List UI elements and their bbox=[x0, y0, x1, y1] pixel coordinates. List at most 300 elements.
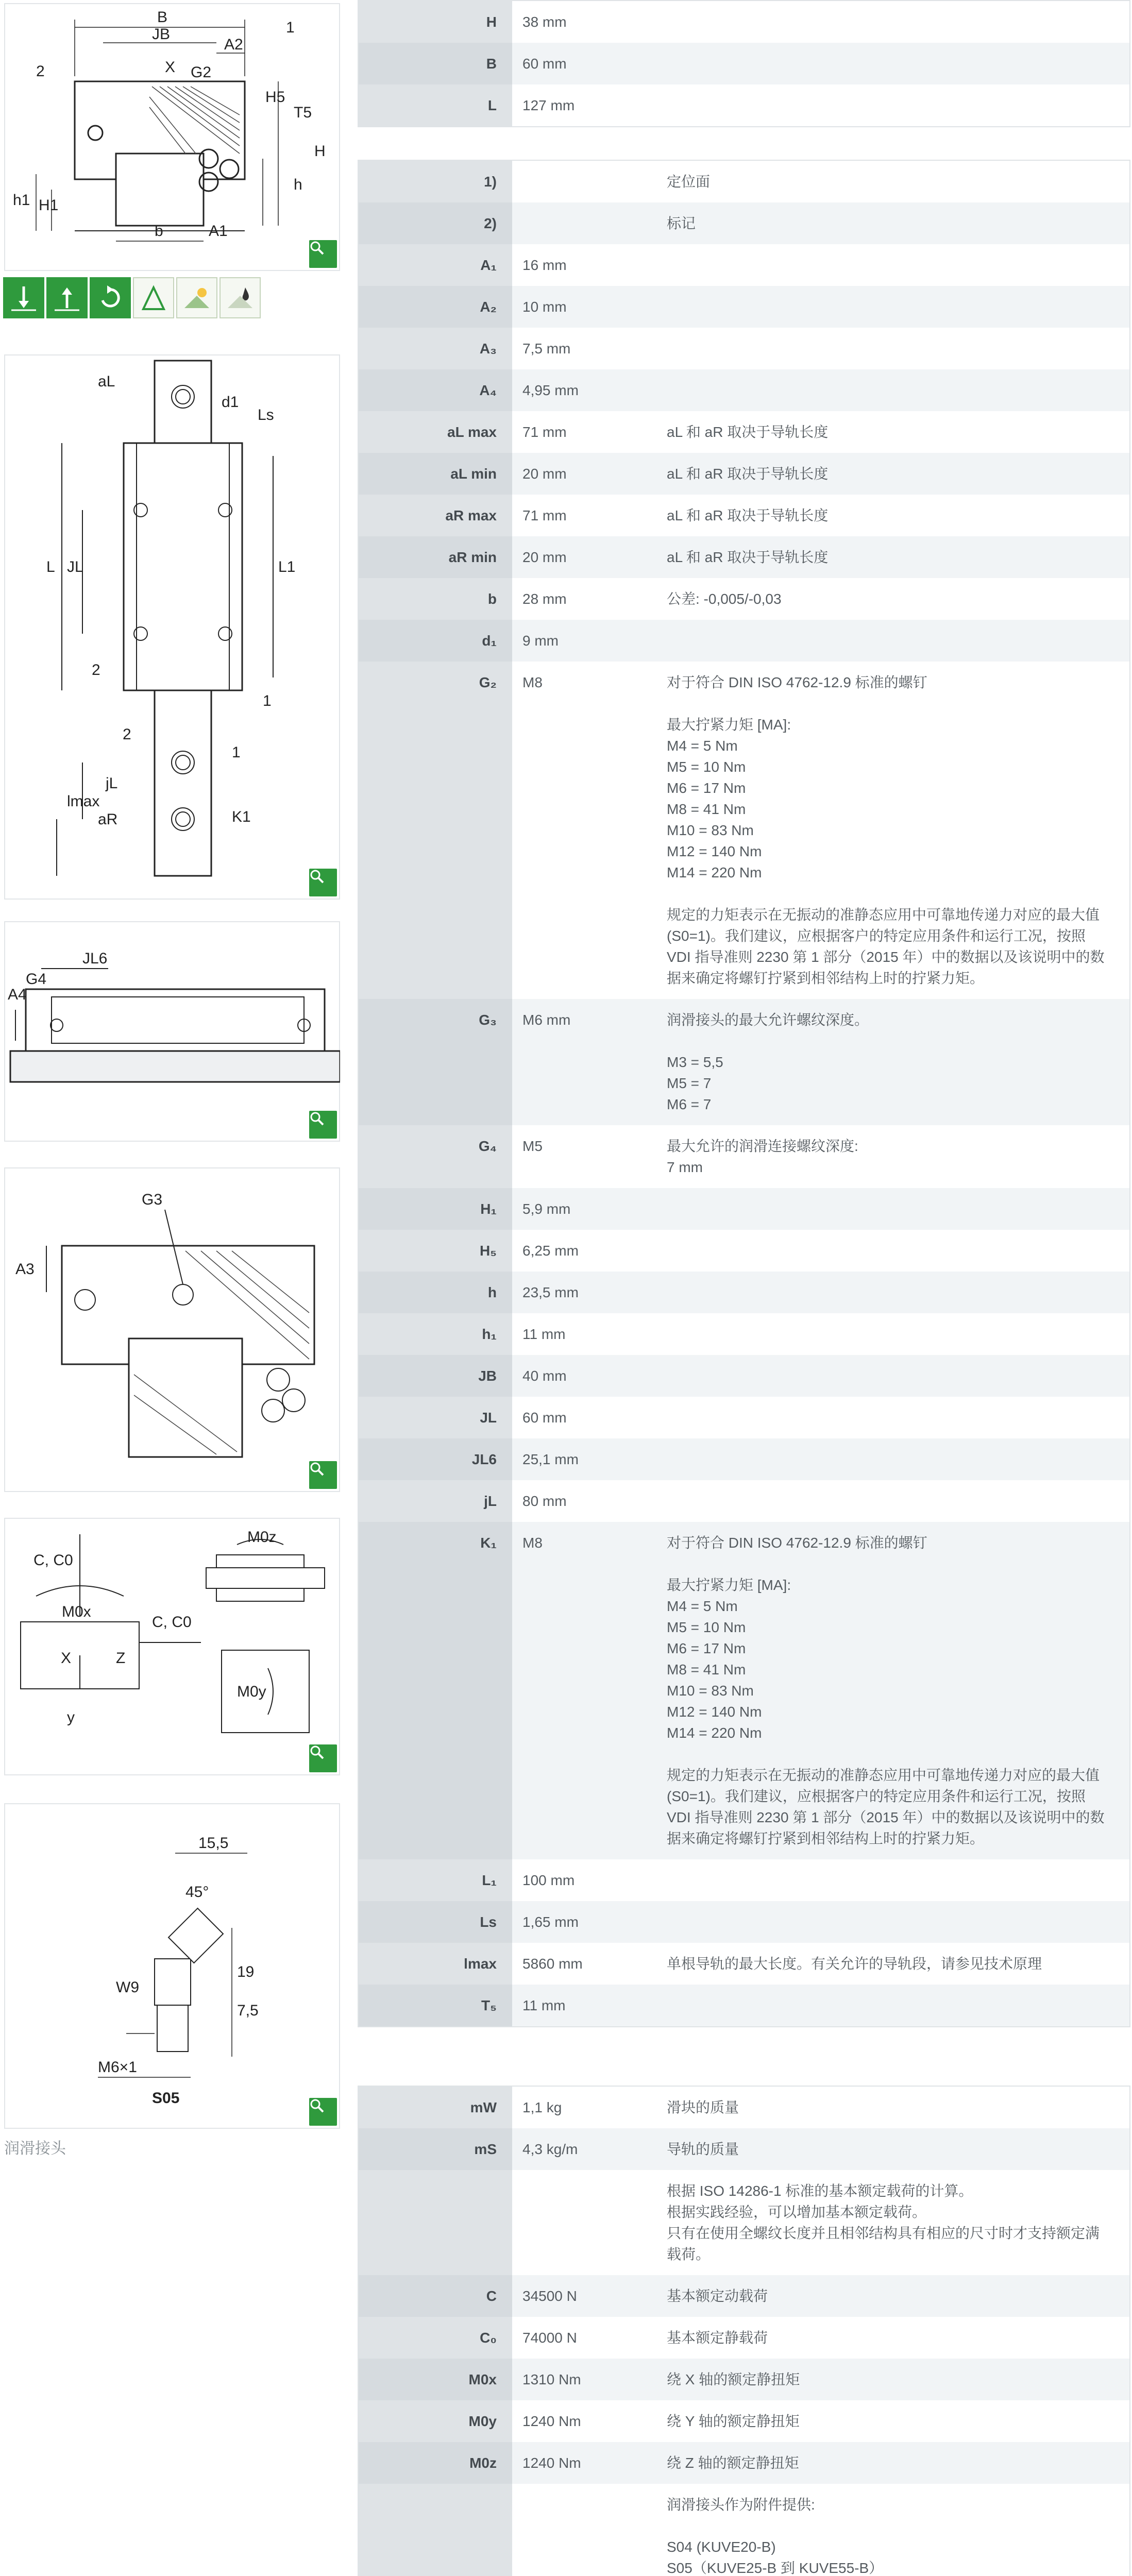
row-description bbox=[667, 1480, 1129, 1522]
dim-H1: H1 bbox=[39, 197, 59, 214]
row-value: 4,95 mm bbox=[512, 369, 667, 411]
dim-lmax: lmax bbox=[67, 793, 100, 810]
row-description bbox=[667, 1125, 1129, 1188]
description-line bbox=[667, 1553, 1119, 1574]
table-row bbox=[359, 999, 1129, 1125]
row-label: G₃ bbox=[359, 999, 512, 1125]
drawing-grease-nipple bbox=[4, 1803, 340, 2129]
description-line bbox=[667, 1743, 1119, 1765]
description-line: (S0=1)。我们建议，应根据客户的特定应用条件和运行工况，按照 bbox=[667, 928, 1086, 944]
row-description bbox=[667, 1188, 1129, 1230]
row-description bbox=[667, 411, 1129, 453]
dim-A4: A4 bbox=[8, 986, 27, 1003]
description-line bbox=[667, 693, 1119, 714]
description-line: M8 = 41 Nm bbox=[667, 1662, 746, 1677]
description-line: VDI 指导准则 2230 第 1 部分（2015 年）中的数据以及该说明中的数 bbox=[667, 1809, 1105, 1825]
dim-B: B bbox=[157, 9, 168, 26]
row-value: 10 mm bbox=[512, 286, 667, 328]
callout-1: 1 bbox=[286, 19, 295, 36]
rotate-icon bbox=[90, 277, 131, 318]
description-line: 最大拧紧力矩 [MA]: bbox=[667, 717, 791, 733]
row-description bbox=[667, 328, 1129, 369]
description-line: M10 = 83 Nm bbox=[667, 822, 754, 838]
description-line bbox=[667, 2515, 1119, 2536]
row-label: h₁ bbox=[482, 1326, 497, 1342]
up-force-icon bbox=[46, 277, 88, 318]
row-value: 71 mm bbox=[522, 507, 567, 523]
row-value: 1,65 mm bbox=[512, 1901, 667, 1943]
row-value: 60 mm bbox=[512, 43, 667, 84]
dim-b: b bbox=[155, 223, 163, 240]
magnifier-icon bbox=[309, 1744, 325, 1760]
description-line: 单根导轨的最大长度。有关允许的导轨段，请参见技术原理 bbox=[667, 1956, 1042, 1972]
description-line: 对于符合 DIN ISO 4762-12.9 标准的螺钉 bbox=[667, 674, 927, 690]
row-description bbox=[667, 1230, 1129, 1272]
dim-45-deg: 45° bbox=[185, 1884, 209, 1901]
row-description bbox=[667, 1859, 1129, 1901]
zoom-button[interactable] bbox=[309, 1744, 337, 1772]
description-line: M5 = 7 bbox=[667, 1075, 712, 1091]
row-value: 34500 N bbox=[512, 2275, 667, 2317]
row-label: aR max bbox=[445, 507, 497, 523]
description-line: 7 mm bbox=[667, 1159, 703, 1175]
moment-M0z: M0z bbox=[247, 1529, 277, 1546]
description-line: S05（KUVE25-B 到 KUVE55-B） bbox=[667, 2560, 884, 2576]
description-line: (S0=1)。我们建议，应根据客户的特定应用条件和运行工况，按照 bbox=[667, 1788, 1086, 1804]
row-value: 40 mm bbox=[512, 1355, 667, 1397]
oil-icon bbox=[219, 277, 261, 318]
row-description bbox=[667, 2484, 1129, 2576]
description-line: aL 和 aR 取决于导轨长度 bbox=[667, 507, 829, 523]
row-label: L bbox=[487, 97, 497, 113]
description-line: 绕 Y 轴的额定静扭矩 bbox=[667, 2413, 800, 2429]
detail-dimensions-table bbox=[358, 160, 1130, 2027]
table-row bbox=[359, 536, 1129, 578]
side-view-svg bbox=[5, 922, 340, 1142]
row-value: 5,9 mm bbox=[512, 1188, 667, 1230]
cross-section-svg bbox=[5, 4, 340, 271]
drawing-side-view bbox=[4, 921, 340, 1142]
table-row bbox=[359, 1, 1129, 43]
dim-JL: JL bbox=[67, 558, 83, 575]
dim-aL: aL bbox=[98, 373, 115, 390]
load-C-vertical: C, C0 bbox=[33, 1552, 73, 1569]
description-line bbox=[667, 883, 1119, 904]
row-description bbox=[667, 495, 1129, 536]
row-label: A₁ bbox=[480, 257, 497, 273]
table-row bbox=[359, 662, 1129, 999]
description-line: 载荷。 bbox=[667, 2246, 711, 2262]
row-value: 9 mm bbox=[512, 620, 667, 662]
row-label: JB bbox=[359, 1355, 512, 1397]
callout-2: 2 bbox=[36, 63, 45, 80]
row-value: 1240 Nm bbox=[512, 2442, 667, 2484]
description-line: 绕 X 轴的额定静扭矩 bbox=[667, 2371, 800, 2387]
description-line: 规定的力矩表示在无振动的准静态应用中可靠地传递力对应的最大值 bbox=[667, 907, 1100, 923]
dim-K1: K1 bbox=[232, 808, 251, 825]
dim-H: H bbox=[314, 143, 326, 160]
table-row bbox=[359, 1522, 1129, 1859]
table-row bbox=[359, 2400, 1129, 2442]
zoom-button[interactable] bbox=[309, 869, 337, 896]
row-label: mW bbox=[470, 2099, 497, 2115]
dim-h: h bbox=[294, 176, 302, 193]
table-row bbox=[359, 2275, 1129, 2317]
dim-T5: T5 bbox=[294, 104, 312, 121]
row-description bbox=[667, 620, 1129, 662]
row-label: M0y bbox=[468, 2413, 497, 2429]
row-value: 1240 Nm bbox=[522, 2413, 581, 2429]
table-row bbox=[359, 1125, 1129, 1188]
row-label: T₅ bbox=[359, 1985, 512, 2026]
description-line: 导轨的质量 bbox=[667, 2141, 739, 2157]
description-line: 基本额定动载荷 bbox=[667, 2288, 768, 2304]
lubrication-section-svg bbox=[5, 1168, 340, 1492]
description-line: 滑块的质量 bbox=[667, 2099, 739, 2115]
description-line: S04 (KUVE20-B) bbox=[667, 2539, 776, 2555]
zoom-button[interactable] bbox=[309, 2098, 337, 2126]
row-value: 38 mm bbox=[522, 14, 567, 30]
row-label: JL bbox=[480, 1410, 497, 1426]
magnifier-icon bbox=[309, 2098, 325, 2113]
table-row bbox=[359, 1272, 1129, 1313]
dim-G3: G3 bbox=[142, 1191, 163, 1208]
dim-Ls: Ls bbox=[258, 406, 274, 423]
table-row bbox=[359, 1901, 1129, 1943]
description-line: M10 = 83 Nm bbox=[667, 1683, 754, 1699]
table-row bbox=[359, 2359, 1129, 2400]
row-label: aR min bbox=[359, 536, 512, 578]
row-value: 100 mm bbox=[522, 1872, 575, 1888]
table-row bbox=[359, 84, 1129, 126]
row-description bbox=[667, 84, 1129, 126]
description-line: M12 = 140 Nm bbox=[667, 843, 762, 859]
table-row bbox=[359, 1188, 1129, 1230]
zoom-button[interactable] bbox=[309, 1111, 337, 1139]
row-label: H bbox=[486, 14, 497, 30]
row-label: G₄ bbox=[478, 1138, 497, 1154]
main-dimensions-table bbox=[358, 0, 1130, 127]
dim-7-5: 7,5 bbox=[237, 2002, 259, 2019]
row-value: 7,5 mm bbox=[522, 341, 571, 357]
moment-M0x: M0x bbox=[62, 1603, 91, 1620]
row-description bbox=[667, 2170, 1129, 2275]
description-line: M5 = 10 Nm bbox=[667, 1619, 746, 1635]
row-label: A₂ bbox=[359, 286, 512, 328]
table-row bbox=[359, 620, 1129, 662]
dim-19: 19 bbox=[237, 1963, 255, 1980]
drawing-lubrication-section bbox=[4, 1167, 340, 1492]
description-line: M12 = 140 Nm bbox=[667, 1704, 762, 1720]
description-line: 根据 ISO 14286-1 标准的基本额定载荷的计算。 bbox=[667, 2183, 973, 2199]
row-value bbox=[512, 202, 667, 244]
row-description bbox=[667, 202, 1129, 244]
zoom-button[interactable] bbox=[309, 1461, 337, 1489]
row-value: M8 bbox=[522, 674, 543, 690]
row-description bbox=[667, 1397, 1129, 1438]
row-label: C bbox=[359, 2275, 512, 2317]
row-description bbox=[667, 161, 1129, 202]
table-row bbox=[359, 244, 1129, 286]
row-label: b bbox=[487, 591, 497, 607]
row-value: 60 mm bbox=[522, 1410, 567, 1426]
magnifier-icon bbox=[309, 1461, 325, 1477]
row-value: 6,25 mm bbox=[522, 1243, 579, 1259]
row-value: 5860 mm bbox=[522, 1956, 583, 1972]
description-line: 对于符合 DIN ISO 4762-12.9 标准的螺钉 bbox=[667, 1535, 927, 1551]
row-description bbox=[667, 1313, 1129, 1355]
description-line: 公差: -0,005/-0,03 bbox=[667, 591, 782, 607]
description-line: 最大允许的润滑连接螺纹深度: bbox=[667, 1138, 858, 1154]
row-description bbox=[667, 43, 1129, 84]
table-row bbox=[359, 2442, 1129, 2484]
row-description bbox=[667, 1, 1129, 43]
description-line: 定位面 bbox=[667, 174, 711, 190]
description-line: 绕 Z 轴的额定静扭矩 bbox=[667, 2455, 799, 2471]
drawing-load-directions bbox=[4, 1518, 340, 1775]
description-line: VDI 指导准则 2230 第 1 部分（2015 年）中的数据以及该说明中的数 bbox=[667, 949, 1105, 965]
dim-jL: jL bbox=[106, 775, 118, 792]
row-value: M6 mm bbox=[512, 999, 667, 1125]
description-line: M5 = 10 Nm bbox=[667, 759, 746, 775]
description-line: M6 = 17 Nm bbox=[667, 1640, 746, 1656]
row-description bbox=[667, 662, 1129, 999]
row-label: jL bbox=[484, 1493, 497, 1509]
row-description bbox=[667, 369, 1129, 411]
down-force-icon bbox=[3, 277, 44, 318]
description-line: 最大拧紧力矩 [MA]: bbox=[667, 1577, 791, 1593]
table-row bbox=[359, 1313, 1129, 1355]
dim-A2: A2 bbox=[224, 36, 243, 53]
dim-M6x1: M6×1 bbox=[98, 2059, 137, 2076]
description-line: 据来确定将螺钉拧紧到相邻结构上时的拧紧力矩。 bbox=[667, 1831, 985, 1846]
description-line: 基本额定静载荷 bbox=[667, 2330, 768, 2346]
magnifier-icon bbox=[309, 869, 325, 884]
dim-H5: H5 bbox=[265, 89, 285, 106]
row-label: H₁ bbox=[359, 1188, 512, 1230]
axis-X: X bbox=[165, 59, 176, 76]
table-row bbox=[359, 1355, 1129, 1397]
description-line bbox=[667, 1030, 1119, 1052]
load-ratings-table bbox=[358, 2086, 1130, 2576]
row-description bbox=[667, 1522, 1129, 1859]
table-row bbox=[359, 495, 1129, 536]
table-row bbox=[359, 1230, 1129, 1272]
table-row bbox=[359, 369, 1129, 411]
dim-JL6: JL6 bbox=[82, 950, 108, 967]
dim-A1: A1 bbox=[209, 223, 228, 240]
description-line: M14 = 220 Nm bbox=[667, 865, 762, 880]
table-row bbox=[359, 453, 1129, 495]
row-value: 1310 Nm bbox=[512, 2359, 667, 2400]
axis-y-load: y bbox=[67, 1709, 75, 1726]
row-description bbox=[667, 2087, 1129, 2128]
magnifier-icon bbox=[309, 1111, 325, 1126]
drawing-top-view bbox=[4, 354, 340, 900]
magnifier-icon bbox=[309, 240, 325, 256]
load-C-horizontal: C, C0 bbox=[152, 1614, 192, 1631]
side-force-icon bbox=[133, 277, 174, 318]
description-line: M3 = 5,5 bbox=[667, 1054, 723, 1070]
row-label: 2) bbox=[359, 202, 512, 244]
row-description bbox=[667, 244, 1129, 286]
table-row bbox=[359, 411, 1129, 453]
figure-caption: 润滑接头 bbox=[4, 2140, 66, 2157]
axis-x-load: X bbox=[61, 1650, 72, 1667]
row-label: lmax bbox=[464, 1956, 497, 1972]
table-row bbox=[359, 161, 1129, 202]
description-line: M6 = 7 bbox=[667, 1096, 712, 1112]
row-label: d₁ bbox=[359, 620, 512, 662]
description-line: aL 和 aR 取决于导轨长度 bbox=[667, 466, 829, 482]
row-label bbox=[359, 2484, 512, 2576]
description-line: 据来确定将螺钉拧紧到相邻结构上时的拧紧力矩。 bbox=[667, 970, 985, 986]
description-line: 只有在使用全螺纹长度并且相邻结构具有相应的尺寸时才支持额定满 bbox=[667, 2225, 1100, 2241]
dim-JB: JB bbox=[152, 26, 171, 43]
dim-15-5: 15,5 bbox=[198, 1835, 229, 1852]
row-label: Ls bbox=[359, 1901, 512, 1943]
row-label: M0z bbox=[359, 2442, 512, 2484]
table-row bbox=[359, 2170, 1129, 2275]
row-value: 71 mm bbox=[522, 424, 567, 440]
table-row bbox=[359, 1480, 1129, 1522]
row-description bbox=[667, 2317, 1129, 2359]
row-description bbox=[667, 1355, 1129, 1397]
dim-G4: G4 bbox=[26, 971, 47, 988]
dim-L1: L1 bbox=[278, 558, 296, 575]
table-row bbox=[359, 1943, 1129, 1985]
dim-L: L bbox=[46, 558, 55, 575]
table-row bbox=[359, 1859, 1129, 1901]
callout-2-top: 2 bbox=[92, 662, 100, 679]
row-description bbox=[667, 2275, 1129, 2317]
row-label: H₅ bbox=[479, 1243, 497, 1259]
row-description bbox=[667, 536, 1129, 578]
drawing-cross-section bbox=[4, 3, 340, 271]
table-row bbox=[359, 2317, 1129, 2359]
row-label bbox=[359, 2170, 512, 2275]
row-description bbox=[667, 2128, 1129, 2170]
row-label: 1) bbox=[484, 174, 497, 190]
row-label: B bbox=[359, 43, 512, 84]
zoom-button[interactable] bbox=[309, 240, 337, 268]
dim-aR: aR bbox=[98, 811, 118, 828]
row-value: 23,5 mm bbox=[512, 1272, 667, 1313]
row-label: L₁ bbox=[482, 1872, 497, 1888]
description-line: M8 = 41 Nm bbox=[667, 801, 746, 817]
row-value: M5 bbox=[522, 1138, 543, 1154]
row-label: K₁ bbox=[359, 1522, 512, 1859]
row-description bbox=[667, 286, 1129, 328]
row-label: h bbox=[359, 1272, 512, 1313]
row-value: 127 mm bbox=[522, 97, 575, 113]
row-value: 74000 N bbox=[522, 2330, 577, 2346]
row-value: 16 mm bbox=[522, 257, 567, 273]
row-value: 25,1 mm bbox=[512, 1438, 667, 1480]
table-row bbox=[359, 1985, 1129, 2026]
row-value: 11 mm bbox=[522, 1326, 566, 1342]
row-label: A₄ bbox=[359, 369, 512, 411]
table-row bbox=[359, 1397, 1129, 1438]
row-description bbox=[667, 2359, 1129, 2400]
description-line: 润滑接头作为附件提供: bbox=[667, 2497, 815, 2513]
table-row bbox=[359, 202, 1129, 244]
row-description bbox=[667, 1901, 1129, 1943]
row-label: M0x bbox=[359, 2359, 512, 2400]
dim-h1: h1 bbox=[13, 192, 30, 209]
description-line: 润滑接头的最大允许螺纹深度。 bbox=[667, 1012, 869, 1028]
row-value: 28 mm bbox=[522, 591, 567, 607]
description-line: 标记 bbox=[667, 215, 696, 231]
grease-nipple-svg bbox=[5, 1804, 340, 2129]
row-label: aL max bbox=[447, 424, 497, 440]
row-label: A₃ bbox=[479, 341, 497, 357]
dim-d1: d1 bbox=[222, 394, 239, 411]
row-value: 11 mm bbox=[512, 1985, 667, 2026]
table-row bbox=[359, 578, 1129, 620]
row-description bbox=[667, 1272, 1129, 1313]
description-line: M4 = 5 Nm bbox=[667, 738, 738, 754]
part-S05: S05 bbox=[152, 2090, 180, 2107]
row-value: 20 mm bbox=[512, 453, 667, 495]
dim-W9: W9 bbox=[116, 1979, 139, 1996]
description-line: 规定的力矩表示在无振动的准静态应用中可靠地传递力对应的最大值 bbox=[667, 1767, 1100, 1783]
row-value: 1,1 kg bbox=[522, 2099, 562, 2115]
row-value: 20 mm bbox=[512, 536, 667, 578]
row-description bbox=[667, 453, 1129, 495]
row-value: 80 mm bbox=[522, 1493, 567, 1509]
table-row bbox=[359, 2087, 1129, 2128]
row-label: G₂ bbox=[479, 674, 497, 690]
row-value: M8 bbox=[512, 1522, 667, 1859]
row-value bbox=[512, 2484, 667, 2576]
description-line: aL 和 aR 取决于导轨长度 bbox=[667, 424, 829, 440]
description-line: aL 和 aR 取决于导轨长度 bbox=[667, 549, 829, 565]
row-description bbox=[667, 2400, 1129, 2442]
row-description bbox=[667, 999, 1129, 1125]
row-value bbox=[512, 2170, 667, 2275]
row-description bbox=[667, 578, 1129, 620]
description-line: 根据实践经验，可以增加基本额定载荷。 bbox=[667, 2204, 927, 2220]
sun-icon bbox=[176, 277, 217, 318]
table-row bbox=[359, 286, 1129, 328]
table-row bbox=[359, 1438, 1129, 1480]
row-description bbox=[667, 1438, 1129, 1480]
row-description bbox=[667, 2442, 1129, 2484]
row-description bbox=[667, 1943, 1129, 1985]
table-row bbox=[359, 328, 1129, 369]
dim-A3: A3 bbox=[15, 1261, 35, 1278]
description-line: M6 = 17 Nm bbox=[667, 780, 746, 796]
moment-M0y: M0y bbox=[237, 1683, 266, 1700]
load-directions-svg bbox=[5, 1519, 340, 1775]
table-row bbox=[359, 2128, 1129, 2170]
table-row bbox=[359, 43, 1129, 84]
callout-1-top: 1 bbox=[263, 692, 272, 709]
top-view-svg bbox=[5, 355, 340, 900]
description-line: M4 = 5 Nm bbox=[667, 1598, 738, 1614]
row-label: C₀ bbox=[480, 2330, 497, 2346]
description-line: M14 = 220 Nm bbox=[667, 1725, 762, 1741]
row-value bbox=[512, 161, 667, 202]
row-label: mS bbox=[359, 2128, 512, 2170]
row-label: JL6 bbox=[359, 1438, 512, 1480]
axis-z-load: Z bbox=[116, 1650, 126, 1667]
symbol-row bbox=[3, 277, 261, 318]
row-description bbox=[667, 1985, 1129, 2026]
table-row bbox=[359, 2484, 1129, 2576]
callout-1-bottom: 1 bbox=[232, 744, 241, 761]
